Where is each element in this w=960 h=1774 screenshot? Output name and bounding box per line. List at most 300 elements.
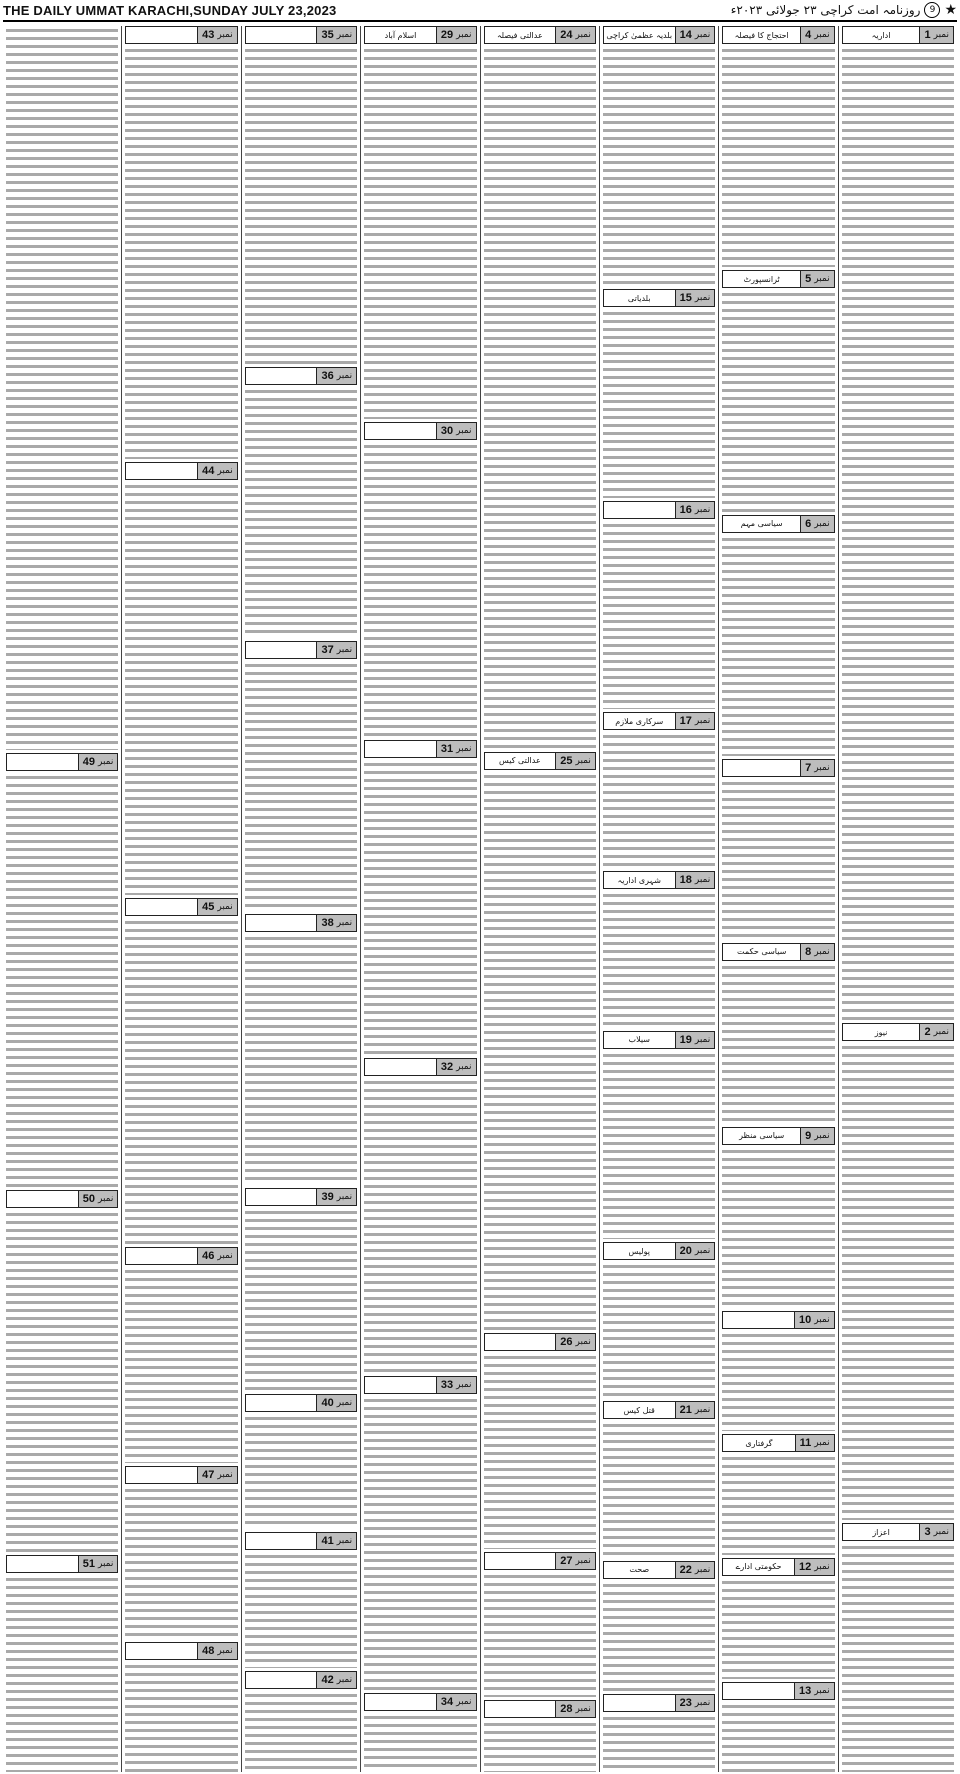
story-number: 51 <box>82 1557 95 1570</box>
story-number-box <box>794 1312 834 1328</box>
story-body-text <box>722 1147 834 1308</box>
story-title <box>485 1334 556 1350</box>
story-heading <box>245 1671 357 1689</box>
story-number: 9 <box>805 1129 812 1142</box>
news-story <box>245 1188 357 1391</box>
story-body-text <box>603 1581 715 1691</box>
story-title: گرفتاری <box>745 1438 773 1448</box>
story-number-label: نمبر <box>694 1564 711 1575</box>
story-number-label: نمبر <box>456 744 472 755</box>
story-body-text <box>603 309 715 497</box>
news-column <box>121 26 240 1772</box>
story-heading <box>364 1058 476 1076</box>
story-number-box <box>800 27 834 43</box>
story-title: صحت <box>629 1565 650 1575</box>
story-heading <box>245 1532 357 1550</box>
story-title: سیلاب <box>628 1035 650 1045</box>
story-body-text <box>603 1421 715 1557</box>
story-number-box <box>316 27 356 43</box>
story-heading <box>722 270 834 288</box>
story-number-label: نمبر <box>814 1561 830 1572</box>
story-number-box <box>919 1524 953 1540</box>
story-number-label: نمبر <box>336 918 353 929</box>
story-number-label: نمبر <box>814 1314 830 1325</box>
story-body-text <box>245 1691 357 1772</box>
story-body-text <box>6 773 118 1187</box>
news-story <box>364 422 476 737</box>
story-number: 33 <box>440 1378 454 1391</box>
story-body-text <box>6 26 118 750</box>
story-number-box <box>555 1334 595 1350</box>
story-heading <box>6 1190 118 1208</box>
story-number-box <box>78 1191 118 1207</box>
story-number: 28 <box>560 1702 573 1715</box>
story-heading <box>6 753 118 771</box>
story-number: 49 <box>82 755 95 768</box>
news-story <box>245 26 357 364</box>
story-heading <box>125 1466 237 1484</box>
story-body-text <box>364 46 476 419</box>
story-heading <box>125 1642 237 1660</box>
news-story <box>603 1031 715 1239</box>
story-body-text <box>722 290 834 511</box>
story-body-text <box>6 1210 118 1552</box>
story-body-text <box>364 442 476 737</box>
story-number-box <box>675 1402 715 1418</box>
story-heading <box>603 501 715 519</box>
story-number-label: نمبر <box>336 371 353 382</box>
news-story <box>245 641 357 912</box>
story-number: 44 <box>202 464 215 477</box>
story-number-label: نمبر <box>694 1697 711 1708</box>
urdu-date: روزنامہ امت کراچی ۲۳ جولائی ۲۰۲۳ء <box>730 3 921 17</box>
news-story <box>364 1058 476 1373</box>
news-story <box>603 1401 715 1557</box>
story-number: 41 <box>321 1535 334 1548</box>
story-number-label: نمبر <box>217 901 233 912</box>
story-body-text <box>364 1396 476 1691</box>
story-body-text <box>842 1543 954 1772</box>
news-story <box>484 752 596 1330</box>
story-number-box <box>800 944 834 960</box>
news-column <box>480 26 599 1772</box>
story-body-text <box>484 1720 596 1772</box>
story-number-label: نمبر <box>694 504 711 515</box>
story-number: 7 <box>805 761 812 774</box>
story-title <box>723 1683 794 1699</box>
news-column <box>718 26 837 1772</box>
news-column <box>241 26 360 1772</box>
story-title: احتجاج کا فیصلہ <box>734 30 789 40</box>
story-heading <box>722 1311 834 1329</box>
news-story <box>722 943 834 1124</box>
story-heading <box>364 1693 476 1711</box>
story-number: 21 <box>679 1404 692 1417</box>
story-heading <box>603 1694 715 1712</box>
story-heading <box>245 1394 357 1412</box>
story-title <box>365 423 436 439</box>
story-number-label: نمبر <box>336 1536 353 1547</box>
story-heading <box>364 422 476 440</box>
story-number: 5 <box>805 273 812 286</box>
story-heading <box>125 1247 237 1265</box>
news-story <box>125 26 237 459</box>
story-number-label: نمبر <box>97 1558 114 1569</box>
news-story <box>125 1247 237 1463</box>
news-story <box>722 1434 834 1555</box>
story-number-label: نمبر <box>97 756 114 767</box>
news-story <box>722 1558 834 1679</box>
story-title <box>246 1189 317 1205</box>
story-number: 17 <box>679 715 692 728</box>
story-number-label: نمبر <box>336 644 353 655</box>
story-title: اعزاز <box>872 1527 890 1537</box>
news-story <box>6 753 118 1187</box>
story-number-box <box>800 516 834 532</box>
story-number: 31 <box>440 743 454 756</box>
story-number: 29 <box>440 29 454 41</box>
story-body-text <box>722 1578 834 1679</box>
story-number-box <box>795 1435 834 1451</box>
news-story <box>245 1394 357 1529</box>
story-title <box>126 899 197 915</box>
story-heading <box>484 1333 596 1351</box>
story-body-text <box>245 1208 357 1391</box>
news-story <box>603 712 715 868</box>
story-body-text <box>484 46 596 749</box>
story-title: پولیس <box>628 1246 650 1256</box>
news-story <box>364 1376 476 1691</box>
story-heading <box>484 26 596 44</box>
story-number: 12 <box>798 1560 812 1573</box>
news-story <box>125 898 237 1244</box>
story-number-label: نمبر <box>336 1192 353 1203</box>
story-title <box>246 1395 317 1411</box>
story-heading <box>245 641 357 659</box>
story-number: 1 <box>924 29 931 41</box>
story-body-text <box>125 46 237 459</box>
story-number-label: نمبر <box>217 30 233 40</box>
news-story <box>6 26 118 750</box>
story-heading <box>842 1023 954 1041</box>
story-title <box>246 1533 317 1549</box>
story-title: بلدیاتی <box>627 293 651 303</box>
story-heading <box>484 1700 596 1718</box>
news-column <box>838 26 957 1772</box>
story-number-label: نمبر <box>575 1336 591 1347</box>
story-number-label: نمبر <box>217 465 233 476</box>
news-story <box>842 1523 954 1772</box>
english-title: THE DAILY UMMAT KARACHI,SUNDAY JULY 23,2023 <box>3 2 337 18</box>
news-story <box>603 1242 715 1398</box>
story-number-box <box>675 502 715 518</box>
story-number: 45 <box>202 900 215 913</box>
story-heading <box>842 1523 954 1541</box>
urdu-dateline <box>731 2 957 18</box>
story-body-text <box>364 760 476 1055</box>
story-title <box>485 1701 556 1717</box>
story-heading <box>842 26 954 44</box>
story-number: 46 <box>202 1249 215 1262</box>
story-number-label: نمبر <box>575 755 591 766</box>
news-story <box>245 1671 357 1772</box>
story-number-box <box>197 899 237 915</box>
story-heading <box>722 1127 834 1145</box>
story-number-label: نمبر <box>456 30 472 40</box>
story-number: 2 <box>924 1026 931 1039</box>
story-heading <box>484 1552 596 1570</box>
story-body-text <box>603 1714 715 1772</box>
story-title <box>126 27 197 43</box>
story-title <box>126 1467 197 1483</box>
story-number-box <box>316 915 356 931</box>
story-body-text <box>722 46 834 267</box>
story-number: 3 <box>924 1526 931 1539</box>
story-heading <box>245 367 357 385</box>
story-number-label: نمبر <box>217 1470 233 1481</box>
news-story <box>603 1694 715 1772</box>
story-number-label: نمبر <box>694 1246 711 1257</box>
news-story <box>842 26 954 1020</box>
story-heading <box>722 1558 834 1576</box>
story-body-text <box>603 1262 715 1398</box>
story-title <box>246 27 317 43</box>
story-heading <box>722 26 834 44</box>
story-body-text <box>722 779 834 940</box>
story-body-text <box>245 1552 357 1667</box>
story-title <box>246 642 317 658</box>
news-column <box>599 26 718 1772</box>
news-story <box>603 1561 715 1691</box>
story-number: 32 <box>440 1060 454 1073</box>
news-story <box>125 1642 237 1772</box>
story-number-box <box>197 27 237 43</box>
story-number-box <box>555 27 595 43</box>
story-number: 36 <box>321 370 334 383</box>
story-number-box <box>436 27 476 43</box>
story-number-label: نمبر <box>336 30 353 40</box>
story-number: 16 <box>679 503 692 516</box>
story-heading <box>603 871 715 889</box>
news-story <box>603 501 715 709</box>
story-number-box <box>794 1559 834 1575</box>
story-title <box>246 368 317 384</box>
story-body-text <box>603 732 715 868</box>
story-number: 4 <box>805 29 812 41</box>
story-number: 13 <box>798 1684 812 1697</box>
story-title <box>7 1191 78 1207</box>
story-number-box <box>78 754 118 770</box>
story-body-text <box>245 934 357 1185</box>
story-number-label: نمبر <box>814 946 830 957</box>
news-story <box>364 26 476 419</box>
news-story <box>484 26 596 749</box>
story-number: 25 <box>560 754 573 767</box>
news-story <box>603 26 715 286</box>
news-story <box>245 1532 357 1667</box>
story-body-text <box>842 46 954 1020</box>
story-number: 50 <box>82 1193 95 1205</box>
story-title <box>485 1553 556 1569</box>
news-story <box>364 740 476 1055</box>
story-number: 15 <box>679 292 692 305</box>
story-title <box>7 754 78 770</box>
story-title <box>365 1694 436 1710</box>
story-number-box <box>675 27 715 43</box>
news-story <box>722 1311 834 1432</box>
story-heading <box>484 752 596 770</box>
story-body-text <box>603 521 715 709</box>
story-number-box <box>800 271 834 287</box>
page-number: 9 <box>924 2 940 18</box>
story-number: 39 <box>321 1191 334 1204</box>
story-number: 22 <box>679 1563 692 1576</box>
story-number: 48 <box>202 1645 215 1658</box>
story-body-text <box>364 1078 476 1373</box>
story-number: 37 <box>321 643 334 656</box>
story-number-label: نمبر <box>814 762 830 773</box>
news-story <box>603 289 715 497</box>
story-number-label: نمبر <box>814 274 830 285</box>
story-heading <box>364 26 476 44</box>
story-title <box>604 1695 675 1711</box>
story-heading <box>125 898 237 916</box>
story-title <box>246 1672 317 1688</box>
story-number-label: نمبر <box>456 1697 472 1708</box>
story-number-label: نمبر <box>694 293 711 304</box>
story-body-text <box>125 1267 237 1463</box>
news-story <box>722 270 834 511</box>
story-number: 42 <box>321 1673 334 1686</box>
story-title: سرکاری ملازم <box>615 716 664 726</box>
story-body-text <box>722 1454 834 1555</box>
story-heading <box>722 1434 834 1452</box>
story-body-text <box>245 661 357 912</box>
story-heading <box>603 1242 715 1260</box>
story-number-box <box>436 1377 476 1393</box>
story-title: حکومتی ادارے <box>735 1562 782 1572</box>
story-body-text <box>603 46 715 286</box>
story-number-box <box>919 1024 953 1040</box>
story-body-text <box>722 1702 834 1772</box>
story-number-box <box>675 1243 715 1259</box>
story-number: 47 <box>202 1469 215 1482</box>
story-heading <box>245 1188 357 1206</box>
news-story <box>842 1023 954 1520</box>
news-story <box>125 1466 237 1639</box>
story-heading <box>603 26 715 44</box>
news-story <box>722 1127 834 1308</box>
story-number-box <box>316 368 356 384</box>
story-number: 24 <box>560 29 573 41</box>
story-number-label: نمبر <box>933 1027 949 1038</box>
story-heading <box>364 740 476 758</box>
story-body-text <box>125 918 237 1244</box>
news-story <box>722 26 834 267</box>
story-heading <box>603 1561 715 1579</box>
story-title <box>126 463 197 479</box>
story-body-text <box>6 1575 118 1772</box>
story-number-box <box>436 741 476 757</box>
news-story <box>484 1552 596 1697</box>
story-number-label: نمبر <box>456 1061 472 1072</box>
star-icon: ★ <box>944 2 957 18</box>
story-heading <box>245 914 357 932</box>
story-heading <box>125 26 237 44</box>
story-number-label: نمبر <box>456 1379 472 1390</box>
story-heading <box>603 712 715 730</box>
story-number-box <box>436 423 476 439</box>
story-body-text <box>125 1662 237 1772</box>
story-title <box>604 502 675 518</box>
story-number-box <box>555 753 595 769</box>
news-story <box>722 1682 834 1772</box>
story-number-box <box>436 1059 476 1075</box>
story-title: سیاسی مہم <box>740 519 783 529</box>
story-body-text <box>484 1353 596 1550</box>
story-number-box <box>316 642 356 658</box>
story-heading <box>603 289 715 307</box>
story-number-label: نمبر <box>694 1405 711 1416</box>
story-heading <box>364 1376 476 1394</box>
story-number: 18 <box>679 874 692 887</box>
story-number: 26 <box>560 1335 573 1348</box>
story-number-label: نمبر <box>217 1250 233 1261</box>
story-title <box>365 1377 436 1393</box>
news-story <box>484 1700 596 1772</box>
story-body-text <box>603 891 715 1027</box>
story-body-text <box>722 963 834 1124</box>
story-body-text <box>125 482 237 895</box>
story-number-label: نمبر <box>575 1703 591 1714</box>
story-number-label: نمبر <box>694 1034 711 1045</box>
story-heading <box>245 26 357 44</box>
story-title <box>723 1312 794 1328</box>
story-number-label: نمبر <box>217 1646 233 1657</box>
story-heading <box>603 1031 715 1049</box>
story-number-box <box>197 463 237 479</box>
story-heading <box>6 1555 118 1573</box>
story-body-text <box>245 1414 357 1529</box>
news-story <box>245 914 357 1185</box>
story-number: 34 <box>440 1696 454 1709</box>
story-number-box <box>436 1694 476 1710</box>
story-number-box <box>78 1556 118 1572</box>
story-number-box <box>794 1683 834 1699</box>
story-number-label: نمبر <box>814 1130 830 1141</box>
story-heading <box>125 462 237 480</box>
story-title <box>126 1248 197 1264</box>
news-story <box>722 759 834 940</box>
story-number-box <box>800 760 834 776</box>
story-number: 11 <box>799 1437 812 1450</box>
story-number-box <box>316 1189 356 1205</box>
story-number: 43 <box>202 29 215 41</box>
story-title <box>246 915 317 931</box>
story-number: 40 <box>321 1396 334 1409</box>
story-number-label: نمبر <box>575 1556 591 1567</box>
story-number: 23 <box>679 1696 692 1709</box>
story-number-box <box>555 1553 595 1569</box>
story-number-box <box>675 1695 715 1711</box>
news-story <box>125 462 237 895</box>
news-story <box>6 1555 118 1772</box>
story-title <box>723 760 800 776</box>
story-body-text <box>245 46 357 364</box>
story-number-label: نمبر <box>456 426 472 437</box>
story-number-label: نمبر <box>97 1194 114 1204</box>
news-column <box>360 26 479 1772</box>
